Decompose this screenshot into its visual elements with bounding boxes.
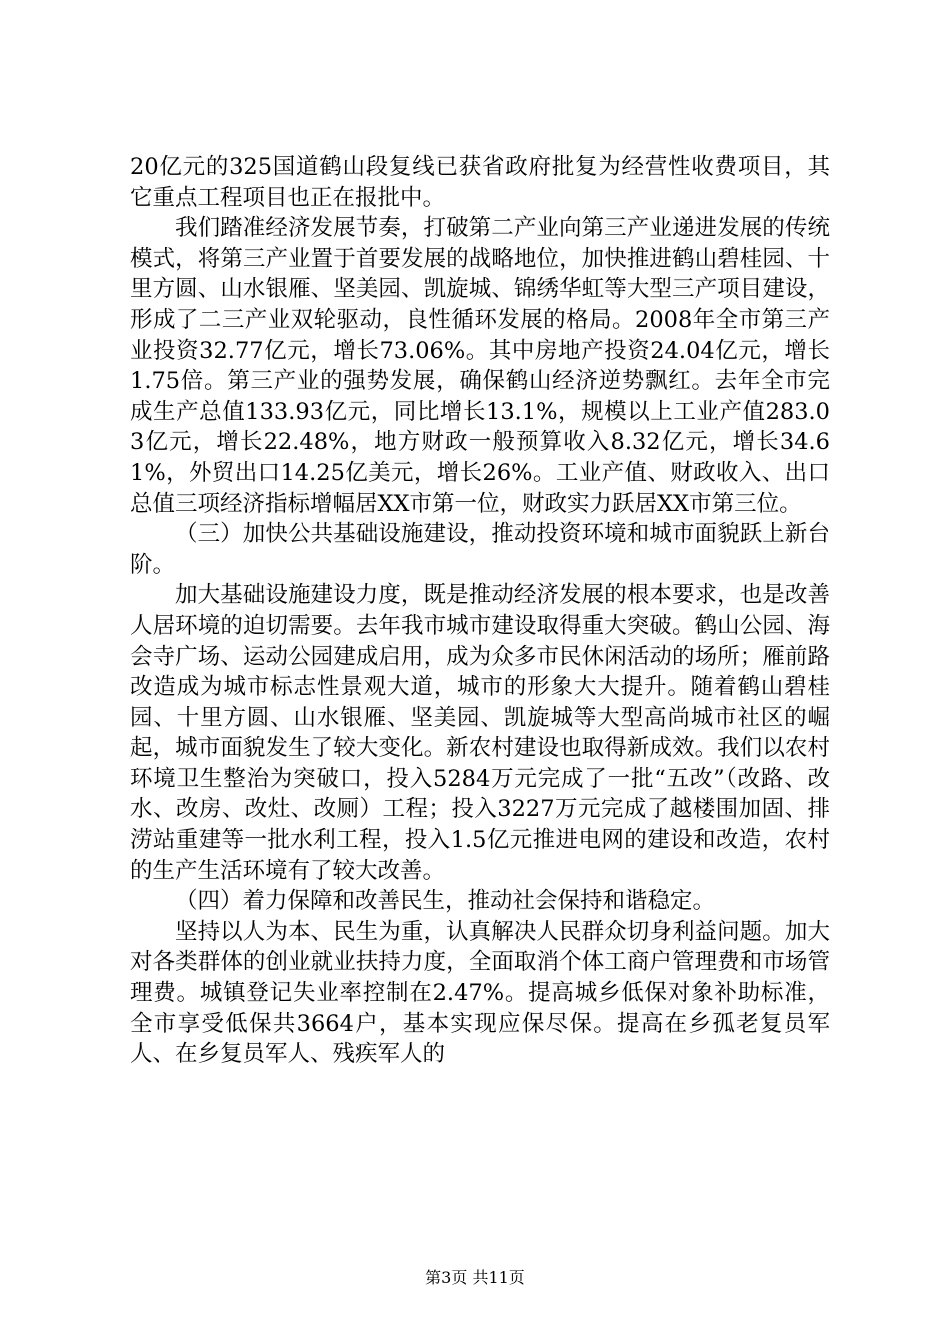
paragraph-continuation: 20亿元的325国道鹤山段复线已获省政府批复为经营性收费项目，其它重点工程项目也正在报批中。 — [130, 154, 830, 211]
paragraph-infrastructure: 加大基础设施建设力度，既是推动经济发展的根本要求，也是改善人居环境的迫切需要。去年我市城市建设取得重大突破。鹤山公园、海会寺广场、运动公园建成启用，成为众多市民休闲活动的场所；雁前路改造成为城市标志性景观大道，城市的形象大大提升。随着鹤山碧桂园、十里方圆、山水银雁、坚美园、凯旋城等大型高尚城市社区的崛起，城市面貌发生了较大变化。新农村建设也取得新成效。我们以农村环境卫生整治为突破口，投入5284万元完成了一批“五改”（改路、改水、改房、改灶、改厕）工程；投入3227万元完成了越楼围加固、排涝站重建等一批水利工程，投入1.5亿元推进电网的建设和改造，农村的生产生活环境有了较大改善。 — [130, 582, 830, 884]
page-footer: 第3页 共11页 — [425, 1268, 525, 1287]
section-heading-3: （三）加快公共基础设施建设，推动投资环境和城市面貌跃上新台阶。 — [130, 521, 830, 578]
section-heading-4: （四）着力保障和改善民生，推动社会保持和谐稳定。 — [175, 888, 716, 915]
paragraph-livelihood: 坚持以人为本、民生为重，认真解决人民群众切身利益问题。加大对各类群体的创业就业扶持力度，全面取消个体工商户管理费和市场管理费。城镇登记失业率控制在2.47%。提高城乡低保对象补助标准，全市享受低保共3664户，基本实现应保尽保。提高在乡孤老复员军人、在乡复员军人、残疾军人的 — [130, 918, 830, 1068]
paragraph-tertiary-industry: 我们踏准经济发展节奏，打破第二产业向第三产业递进发展的传统模式，将第三产业置于首要发展的战略地位，加快推进鹤山碧桂园、十里方圆、山水银雁、坚美园、凯旋城、锦绣华虹等大型三产项目建设，形成了二三产业双轮驱动，良性循环发展的格局。2008年全市第三产业投资32.77亿元，增长73.06%。其中房地产投资24.04亿元，增长1.75倍。第三产业的强势发展，确保鹤山经济逆势飘红。去年全市完成生产总值133.93亿元，同比增长13.1%，规模以上工业产值283.03亿元，增长22.48%，地方财政一般预算收入8.32亿元，增长34.61%，外贸出口14.25亿美元，增长26%。工业产值、财政收入、出口总值三项经济指标增幅居XX市第一位，财政实力跃居XX市第三位。 — [130, 215, 830, 517]
document-body — [130, 152, 830, 1070]
